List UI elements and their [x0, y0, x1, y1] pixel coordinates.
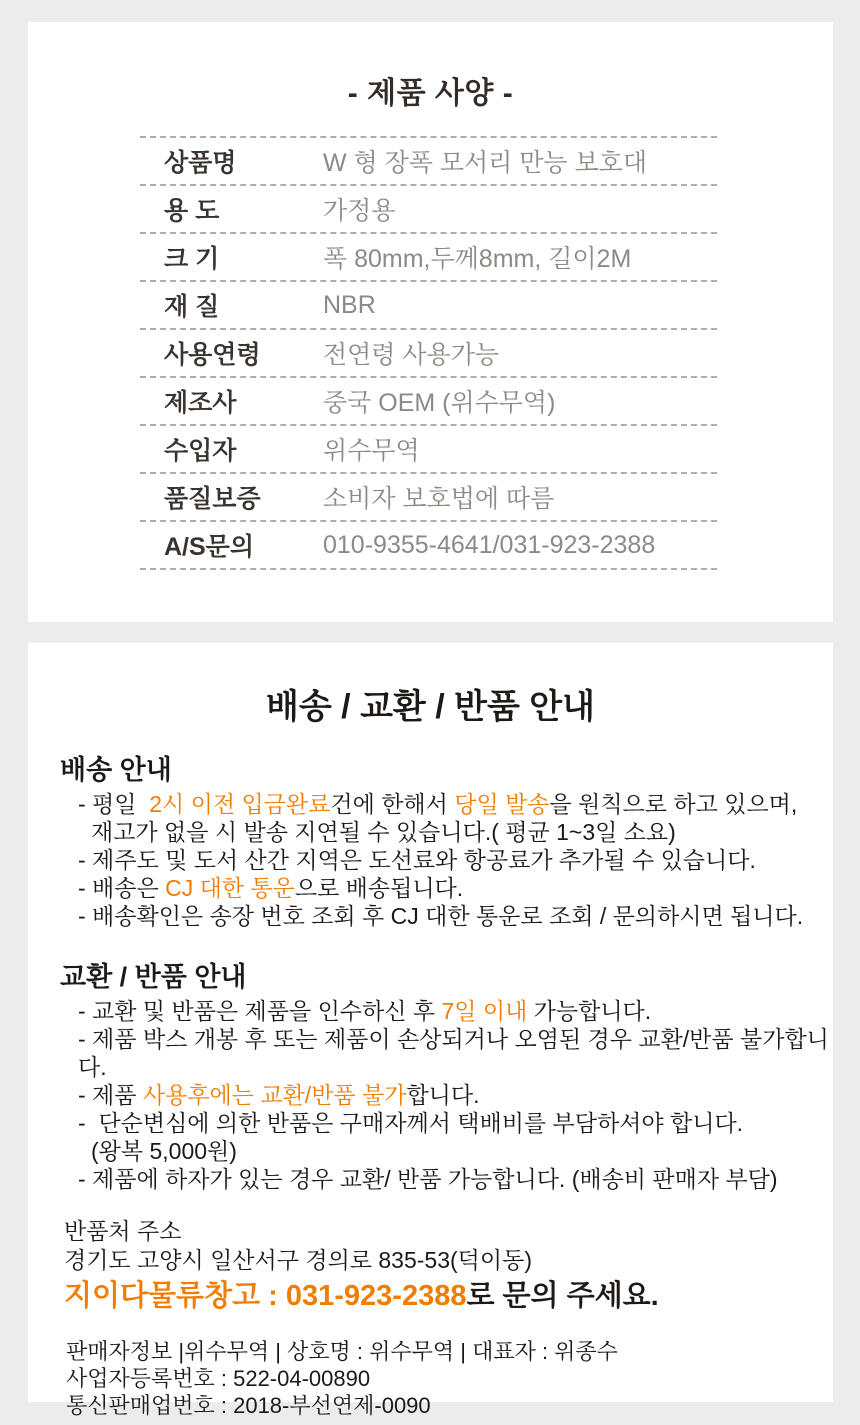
section-heading: 배송 안내 [60, 755, 172, 785]
spec-row [140, 522, 717, 570]
notice-line [78, 1109, 833, 1137]
notice-line [91, 1137, 833, 1165]
spec-label: 수입자 [164, 437, 237, 465]
notice-line [91, 818, 833, 846]
highlighted-text: 2시 이전 입금완료 [149, 791, 331, 817]
text-segment: - 배송은 [78, 875, 166, 901]
return-address-block [64, 1217, 833, 1314]
spec-title: - 제품 사양 - [347, 77, 514, 110]
spec-row [140, 138, 717, 186]
notice-section [28, 748, 833, 930]
text-segment: - 제품 박스 개봉 후 또는 제품이 손상되거나 오염된 경우 교환/반품 불가합니다. [78, 1026, 829, 1080]
spec-label: 사용연령 [164, 341, 261, 369]
seller-info-line: 판매자정보 |위수무역 | 상호명 : 위수무역 | 대표자 : 위종수 [66, 1339, 618, 1364]
highlighted-text: 사용후에는 교환/반품 불가 [142, 1082, 407, 1108]
spec-value: 중국 OEM (위수무역) [323, 389, 556, 417]
spec-label: 크 기 [164, 245, 220, 273]
text-segment: - 제품에 하자가 있는 경우 교환/ 반품 가능합니다. (배송비 판매자 부담) [78, 1166, 778, 1192]
warehouse-phone-suffix: 로 문의 주세요. [466, 1280, 659, 1312]
return-address-heading: 반품처 주소 [64, 1218, 182, 1244]
section-heading: 교환 / 반품 안내 [60, 962, 247, 992]
seller-info-block [66, 1338, 833, 1419]
text-segment: - 배송확인은 송장 번호 조회 후 CJ 대한 통운로 조회 / 문의하시면 됩니다. [78, 903, 804, 929]
spec-label: A/S문의 [164, 533, 254, 561]
spec-row [140, 378, 717, 426]
notice-line [78, 874, 833, 902]
text-segment: 을 원칙으로 하고 있으며, [549, 791, 798, 817]
text-segment: (왕복 5,000원) [91, 1138, 237, 1164]
shipping-notice-card [28, 643, 833, 1418]
notice-line [78, 790, 833, 818]
spec-row [140, 330, 717, 378]
spec-label: 용 도 [164, 197, 220, 225]
text-segment: - 제주도 및 도서 산간 지역은 도선료와 항공료가 추가될 수 있습니다. [78, 847, 756, 873]
spec-row [140, 186, 717, 234]
spec-row [140, 426, 717, 474]
highlighted-text: 7일 이내 [441, 998, 528, 1024]
spec-table [140, 136, 717, 570]
notice-line [78, 1025, 833, 1081]
notice-line [78, 997, 833, 1025]
spec-row [140, 234, 717, 282]
text-segment: 합니다. [406, 1082, 480, 1108]
highlighted-text: 당일 발송 [454, 791, 550, 817]
spec-label: 재 질 [164, 293, 220, 321]
notice-section [28, 955, 833, 1193]
text-segment: 으로 배송됩니다. [294, 875, 464, 901]
seller-mailorder-line: 통신판매업번호 : 2018-부선연제-0090 [66, 1393, 431, 1418]
warehouse-phone-line [64, 1278, 833, 1314]
spec-value: 폭 80mm,두께8mm, 길이2M [323, 245, 632, 273]
spec-label: 제조사 [164, 389, 237, 417]
text-segment: 가능합니다. [527, 998, 652, 1024]
warehouse-phone-highlight: 지이다물류창고 : 031-923-2388 [64, 1280, 467, 1312]
return-address-line: 경기도 고양시 일산서구 경의로 835-53(덕이동) [64, 1247, 532, 1273]
notice-title: 배송 / 교환 / 반품 안내 [266, 688, 595, 726]
text-segment: 재고가 없을 시 발송 지연될 수 있습니다.( 평균 1~3일 소요) [91, 819, 676, 845]
spec-label: 상품명 [164, 149, 237, 177]
text-segment: - 평일 [78, 791, 150, 817]
seller-registration-line: 사업자등록번호 : 522-04-00890 [66, 1366, 371, 1391]
spec-value: 010-9355-4641/031-923-2388 [323, 530, 656, 559]
notice-line [78, 1081, 833, 1109]
spec-value: W 형 장폭 모서리 만능 보호대 [323, 149, 647, 177]
spec-value: 전연령 사용가능 [323, 341, 499, 369]
text-segment: - 단순변심에 의한 반품은 구매자께서 택배비를 부담하셔야 합니다. [78, 1110, 744, 1136]
product-spec-card [28, 22, 833, 622]
notice-line [78, 846, 833, 874]
spec-value: 위수무역 [323, 437, 420, 465]
notice-line [78, 902, 833, 930]
notice-sections [28, 748, 833, 1193]
spec-value: NBR [323, 290, 376, 319]
spec-row [140, 282, 717, 330]
highlighted-text: CJ 대한 통운 [165, 875, 295, 901]
text-segment: 건에 한해서 [330, 791, 455, 817]
spec-value: 가정용 [323, 197, 396, 225]
spec-label: 품질보증 [164, 485, 261, 513]
spec-value: 소비자 보호법에 따름 [323, 485, 555, 513]
notice-line [78, 1165, 833, 1193]
spec-row [140, 474, 717, 522]
text-segment: - 교환 및 반품은 제품을 인수하신 후 [78, 998, 442, 1024]
text-segment: - 제품 [78, 1082, 143, 1108]
